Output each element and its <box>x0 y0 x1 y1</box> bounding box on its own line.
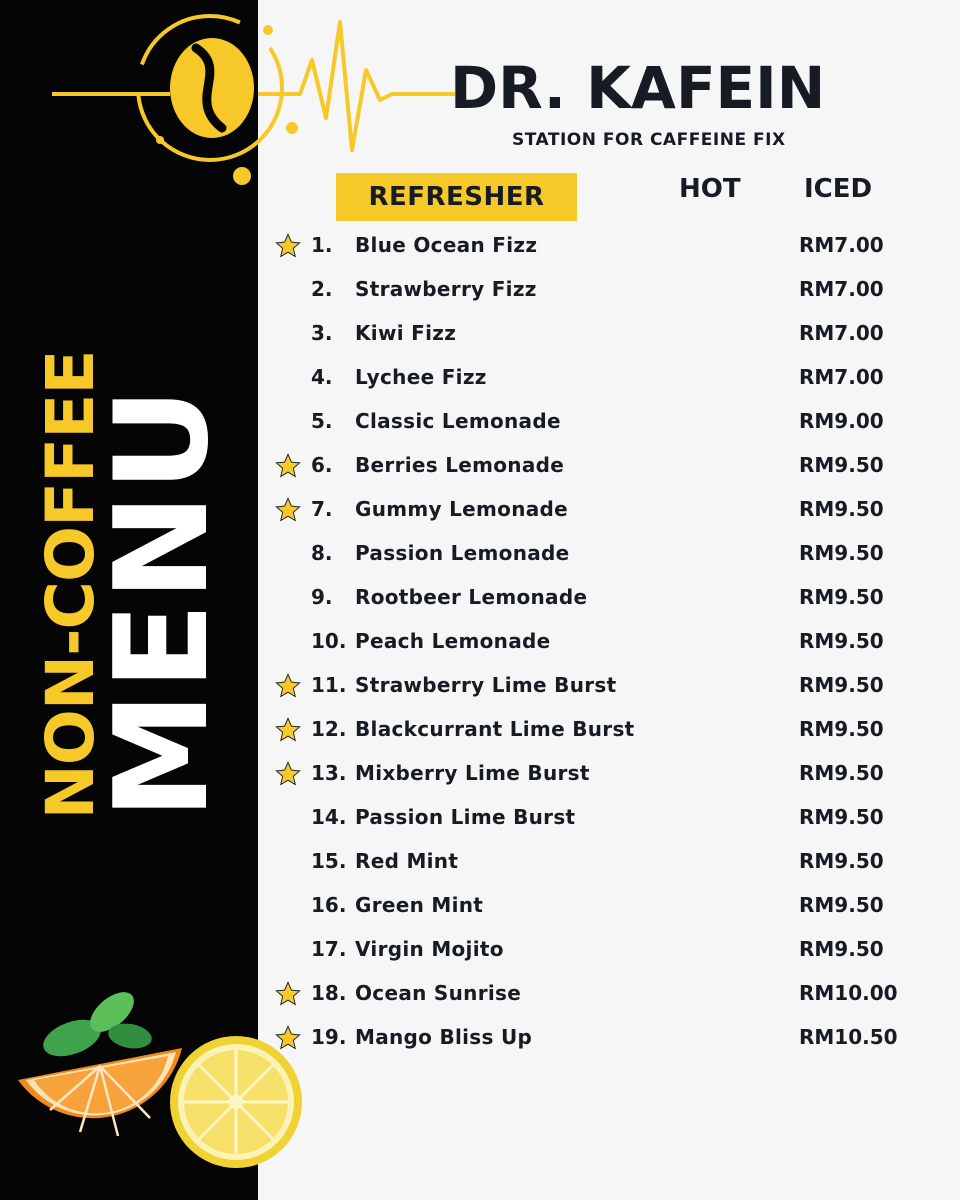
item-price: RM9.50 <box>799 585 884 609</box>
item-number: 13. <box>311 761 347 785</box>
menu-item <box>0 488 960 532</box>
item-price: RM9.50 <box>799 717 884 741</box>
item-number: 4. <box>311 365 333 389</box>
item-name: Strawberry Lime Burst <box>355 673 617 697</box>
item-name: Passion Lime Burst <box>355 805 576 829</box>
item-price: RM9.50 <box>799 805 884 829</box>
item-price: RM7.00 <box>799 233 884 257</box>
menu-item <box>0 576 960 620</box>
item-name: Classic Lemonade <box>355 409 561 433</box>
item-name: Rootbeer Lemonade <box>355 585 588 609</box>
item-name: Peach Lemonade <box>355 629 551 653</box>
item-name: Lychee Fizz <box>355 365 487 389</box>
brand-tagline: STATION FOR CAFFEINE FIX <box>512 130 786 150</box>
item-price: RM9.00 <box>799 409 884 433</box>
item-name: Virgin Mojito <box>355 937 504 961</box>
item-number: 15. <box>311 849 347 873</box>
item-name: Strawberry Fizz <box>355 277 537 301</box>
column-header-hot: HOT <box>679 174 741 204</box>
menu-item <box>0 884 960 928</box>
item-price: RM7.00 <box>799 365 884 389</box>
item-number: 2. <box>311 277 333 301</box>
item-name: Ocean Sunrise <box>355 981 522 1005</box>
item-number: 10. <box>311 629 347 653</box>
item-name: Passion Lemonade <box>355 541 570 565</box>
star-icon <box>274 496 302 524</box>
item-name: Blackcurrant Lime Burst <box>355 717 635 741</box>
star-icon <box>274 716 302 744</box>
star-icon <box>274 760 302 788</box>
item-name: Mango Bliss Up <box>355 1025 533 1049</box>
item-number: 14. <box>311 805 347 829</box>
item-name: Gummy Lemonade <box>355 497 569 521</box>
item-price: RM10.50 <box>799 1025 898 1049</box>
section-title: REFRESHER <box>368 182 545 212</box>
brand-block <box>450 52 870 150</box>
item-number: 1. <box>311 233 333 257</box>
item-number: 7. <box>311 497 333 521</box>
menu-item <box>0 664 960 708</box>
star-icon <box>274 232 302 260</box>
menu-item <box>0 620 960 664</box>
item-name: Green Mint <box>355 893 484 917</box>
menu-item <box>0 708 960 752</box>
item-number: 19. <box>311 1025 347 1049</box>
item-price: RM9.50 <box>799 893 884 917</box>
menu-item <box>0 312 960 356</box>
menu-item <box>0 796 960 840</box>
section-badge <box>336 173 577 221</box>
item-number: 3. <box>311 321 333 345</box>
item-number: 18. <box>311 981 347 1005</box>
menu-item <box>0 400 960 444</box>
item-price: RM9.50 <box>799 761 884 785</box>
coffee-bean-logo-icon <box>0 0 460 200</box>
item-number: 16. <box>311 893 347 917</box>
item-name: Kiwi Fizz <box>355 321 457 345</box>
item-price: RM9.50 <box>799 673 884 697</box>
menu-label: MENU <box>88 385 237 820</box>
menu-item <box>0 224 960 268</box>
item-price: RM9.50 <box>799 497 884 521</box>
menu-item <box>0 268 960 312</box>
star-icon <box>274 672 302 700</box>
menu-item <box>0 356 960 400</box>
item-price: RM7.00 <box>799 277 884 301</box>
item-name: Blue Ocean Fizz <box>355 233 538 257</box>
item-price: RM9.50 <box>799 629 884 653</box>
item-number: 9. <box>311 585 333 609</box>
item-number: 17. <box>311 937 347 961</box>
item-price: RM9.50 <box>799 937 884 961</box>
item-number: 6. <box>311 453 333 477</box>
item-price: RM9.50 <box>799 453 884 477</box>
item-number: 8. <box>311 541 333 565</box>
menu-item <box>0 752 960 796</box>
menu-item <box>0 840 960 884</box>
item-name: Red Mint <box>355 849 459 873</box>
item-name: Berries Lemonade <box>355 453 565 477</box>
item-number: 12. <box>311 717 347 741</box>
item-price: RM10.00 <box>799 981 898 1005</box>
item-price: RM7.00 <box>799 321 884 345</box>
item-number: 11. <box>311 673 347 697</box>
orange-lemon-mint-icon <box>0 960 320 1200</box>
column-header-iced: ICED <box>804 174 873 204</box>
star-icon <box>274 452 302 480</box>
item-number: 5. <box>311 409 333 433</box>
menu-item <box>0 444 960 488</box>
item-price: RM9.50 <box>799 849 884 873</box>
item-price: RM9.50 <box>799 541 884 565</box>
non-coffee-label: NON-COFFEE <box>32 350 109 820</box>
brand-name: DR. KAFEIN <box>450 54 826 122</box>
menu-item <box>0 532 960 576</box>
item-name: Mixberry Lime Burst <box>355 761 590 785</box>
